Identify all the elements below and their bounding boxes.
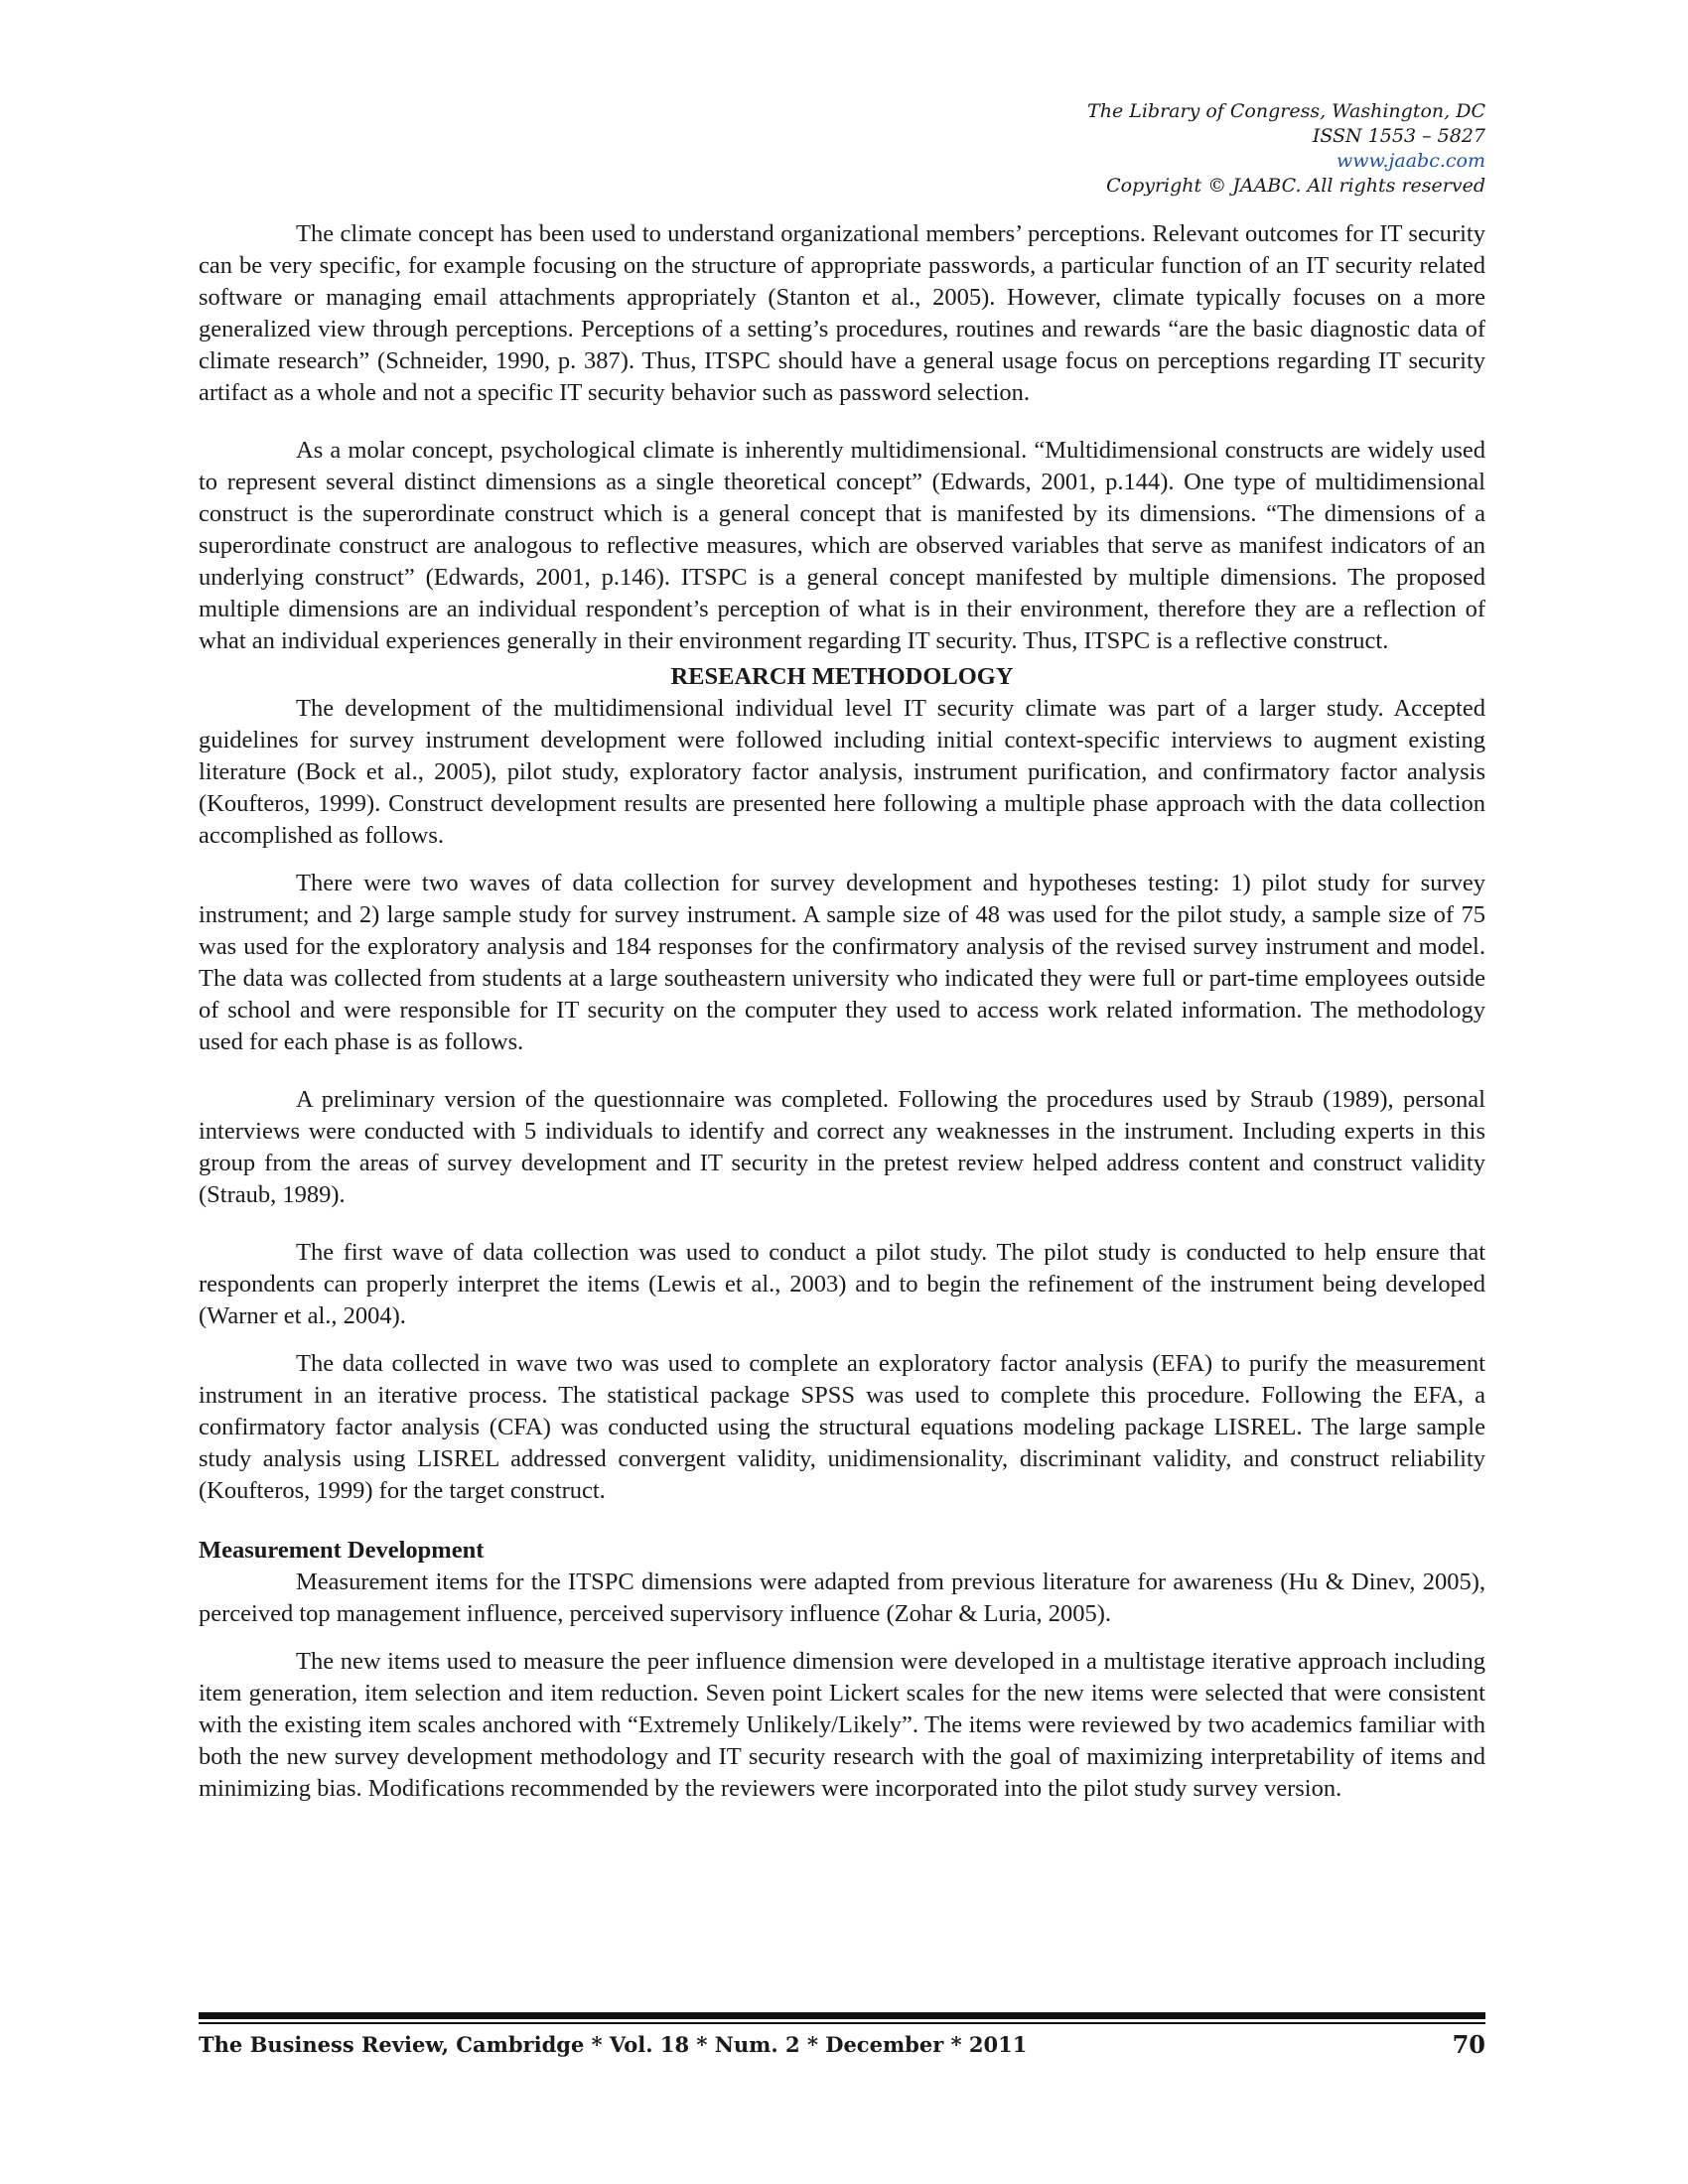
paragraph-development: The development of the multidimensional individual level IT security climate was part of a larger study. Accepted guidelines for survey instrument development were followed including initial context-specific interviews to augment existing literature (Bock et al., 2005), pilot study, exploratory factor analysis, instrument purification, and confirmatory factor analysis (Koufteros, 1999). Construct development results are presented here following a multiple phase approach with the data collection accomplished as follows. bbox=[199, 695, 1485, 849]
footer-rule-thin bbox=[199, 2022, 1485, 2024]
page-header bbox=[1087, 99, 1485, 199]
paragraph-climate-concept: The climate concept has been used to understand organizational members’ perceptions. Relevant outcomes for IT security can be very specific, for example focusing on the structure of appropriate passwords, a particular function of an IT security related software or managing email attachments appropriately (Stanton et al., 2005). However, climate typically focuses on a more generalized view through perceptions. Perceptions of a setting’s procedures, routines and rewards “are the basic diagnostic data of climate research” (Schneider, 1990, p. 387). Thus, ITSPC should have a general usage focus on perceptions regarding IT security artifact as a whole and not a specific IT security behavior such as password selection. bbox=[199, 220, 1485, 406]
header-publisher: The Library of Congress, Washington, DC bbox=[1087, 100, 1485, 122]
paragraph-pilot-study: The first wave of data collection was used to conduct a pilot study. The pilot study is conducted to help ensure that respondents can properly interpret the items (Lewis et al., 2003) and to begin the refinement of the instrument being developed (Warner et al., 2004). bbox=[199, 1239, 1485, 1329]
article-body bbox=[199, 218, 1485, 1805]
subheading-measurement-development: Measurement Development bbox=[199, 1537, 485, 1564]
header-copyright: Copyright © JAABC. All rights reserved bbox=[1106, 175, 1485, 197]
page-number: 70 bbox=[1452, 2030, 1485, 2059]
header-issn: ISSN 1553 – 5827 bbox=[1312, 125, 1485, 147]
paragraph-new-items: The new items used to measure the peer influence dimension were developed in a multistage iterative approach including item generation, item selection and item reduction. Seven point Lickert scales for the new items were selected that were consistent with the existing item scales anchored with “Extremely Unlikely/Likely”. The items were reviewed by two academics familiar with both the new survey development methodology and IT security research with the goal of maximizing interpretability of items and minimizing bias. Modifications recommended by the reviewers were incorporated into the pilot study survey version. bbox=[199, 1648, 1485, 1802]
paragraph-data-waves: There were two waves of data collection for survey development and hypotheses testing: 1) pilot study for survey instrument; and 2) large sample study for survey instrument. A sample size of 48 was used for the pilot study, a sample size of 75 was used for the exploratory analysis and 184 responses for the confirmatory analysis of the revised survey instrument and model. The data was collected from students at a large southeastern university who indicated they were full or part-time employees outside of school and were responsible for IT security on the computer they used to access work related information. The methodology used for each phase is as follows. bbox=[199, 870, 1485, 1055]
paragraph-molar-concept: As a molar concept, psychological climate is inherently multidimensional. “Multidimensional constructs are widely used to represent several distinct dimensions as a single theoretical concept” (Edwards, 2001, p.144). One type of multidimensional construct is the superordinate construct which is a general concept that is manifested by its dimensions. “The dimensions of a superordinate construct are analogous to reflective measures, which are observed variables that serve as manifest indicators of an underlying construct” (Edwards, 2001, p.146). ITSPC is a general concept manifested by multiple dimensions. The proposed multiple dimensions are an individual respondent’s perception of what is in their environment, therefore they are a reflection of what an individual experiences generally in their environment regarding IT security. Thus, ITSPC is a reflective construct. bbox=[199, 437, 1485, 654]
paragraph-measurement-items: Measurement items for the ITSPC dimensions were adapted from previous literature for awareness (Hu & Dinev, 2005), perceived top management influence, perceived supervisory influence (Zohar & Luria, 2005). bbox=[199, 1569, 1485, 1627]
paragraph-preliminary-version: A preliminary version of the questionnaire was completed. Following the procedures used by Straub (1989), personal interviews were conducted with 5 individuals to identify and correct any weaknesses in the instrument. Including experts in this group from the areas of survey development and IT security in the pretest review helped address content and construct validity (Straub, 1989). bbox=[199, 1086, 1485, 1208]
paragraph-efa-cfa: The data collected in wave two was used to complete an exploratory factor analysis (EFA) to purify the measurement instrument in an iterative process. The statistical package SPSS was used to complete this procedure. Following the EFA, a confirmatory factor analysis (CFA) was conducted using the structural equations modeling package LISREL. The large sample study analysis using LISREL addressed convergent validity, unidimensionality, discriminant validity, and construct reliability (Koufteros, 1999) for the target construct. bbox=[199, 1350, 1485, 1504]
section-heading-research-methodology: RESEARCH METHODOLOGY bbox=[670, 663, 1014, 690]
footer-journal-citation: The Business Review, Cambridge * Vol. 18 * Num. 2 * December * 2011 bbox=[199, 2032, 1028, 2057]
header-website-link[interactable]: www.jaabc.com bbox=[1336, 150, 1485, 172]
footer-rule-thick bbox=[199, 2012, 1485, 2019]
paper-page bbox=[199, 0, 1485, 2184]
